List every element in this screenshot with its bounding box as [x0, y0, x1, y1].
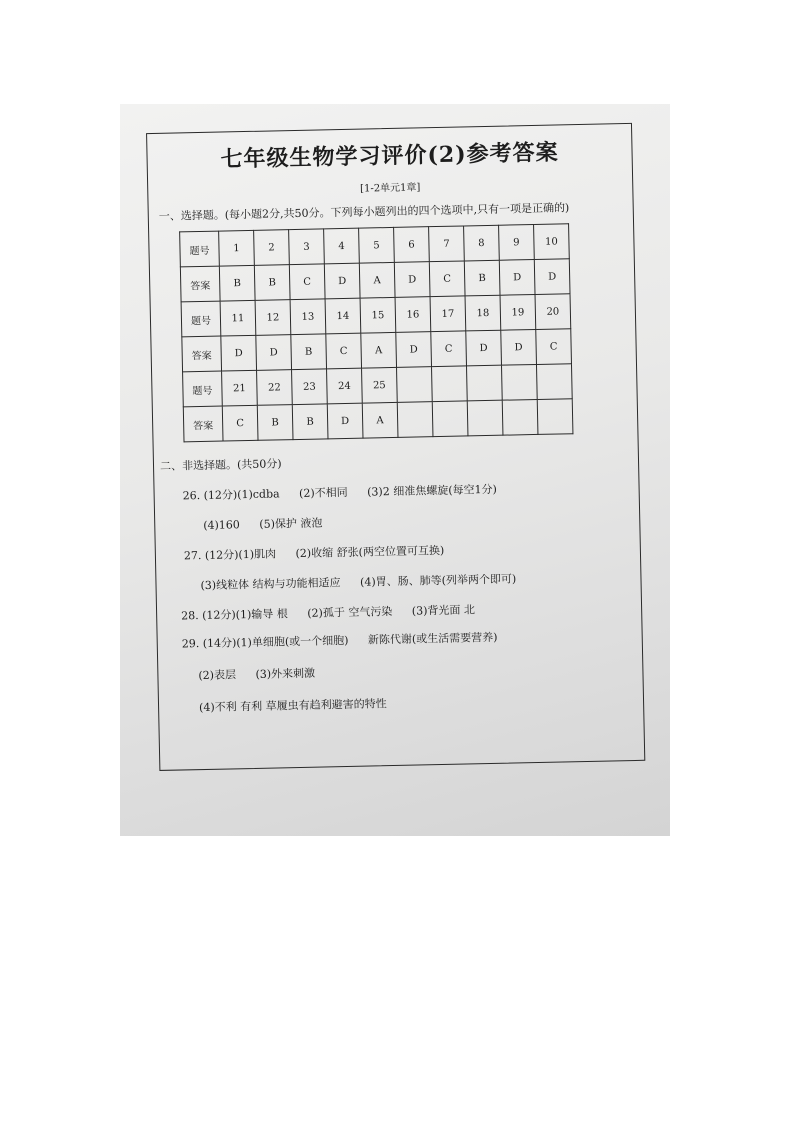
- table-cell: B: [254, 265, 290, 301]
- table-cell: 2: [254, 230, 290, 266]
- table-cell: 15: [360, 297, 396, 333]
- table-cell: 3: [289, 229, 325, 265]
- table-cell: 25: [362, 367, 398, 403]
- table-cell: 24: [327, 368, 363, 404]
- table-cell: [397, 402, 433, 438]
- table-cell: 23: [292, 369, 328, 405]
- table-cell: D: [499, 259, 535, 295]
- table-row: [183, 399, 573, 442]
- table-cell: 5: [359, 227, 395, 263]
- table-cell: D: [396, 332, 432, 368]
- row-label: 答案: [182, 336, 222, 372]
- table-cell: D: [501, 329, 537, 365]
- table-cell: B: [219, 265, 255, 301]
- table-cell: D: [466, 330, 502, 366]
- answer-line: [184, 542, 445, 563]
- table-cell: [537, 399, 573, 435]
- table-cell: [502, 399, 538, 435]
- table-cell: 12: [255, 300, 291, 336]
- table-cell: [536, 364, 572, 400]
- table-cell: [397, 367, 433, 403]
- answer-text: 28. (12分)(1)输导 根: [181, 607, 288, 623]
- section1-heading: 一、选择题。(每小题2分,共50分。下列每小题列出的四个选项中,只有一项是正确的): [158, 201, 570, 223]
- table-cell: B: [291, 334, 327, 370]
- table-cell: C: [222, 405, 258, 441]
- table-cell: 4: [324, 228, 360, 264]
- table-cell: 6: [394, 227, 430, 263]
- page-subtitle: [1-2单元1章]: [360, 182, 421, 195]
- row-label: 题号: [180, 231, 220, 267]
- answer-text: 新陈代谢(或生活需要营养): [367, 630, 498, 647]
- table-cell: B: [292, 404, 328, 440]
- answer-text: 26. (12分)(1)cdba: [182, 487, 280, 503]
- answer-text: (3)外来刺激: [255, 666, 316, 681]
- answer-text: (3)线粒体 结构与功能相适应: [200, 576, 341, 593]
- answer-line: [182, 629, 498, 652]
- table-cell: C: [429, 261, 465, 297]
- answer-text: 29. (14分)(1)单细胞(或一个细胞): [181, 633, 349, 651]
- answer-line: [203, 514, 322, 532]
- table-cell: C: [536, 329, 572, 365]
- answer-text: (4)160: [203, 518, 240, 532]
- table-cell: [432, 366, 468, 402]
- row-label: 题号: [183, 371, 223, 407]
- table-cell: 10: [534, 224, 570, 260]
- table-cell: 14: [325, 298, 361, 334]
- answer-text: 27. (12分)(1)肌肉: [183, 547, 277, 563]
- table-cell: 7: [429, 226, 465, 262]
- table-cell: [501, 364, 537, 400]
- answer-sheet: [146, 123, 645, 771]
- table-cell: D: [221, 335, 257, 371]
- section2-heading: 二、非选择题。(共50分): [159, 457, 282, 473]
- table-cell: 8: [464, 225, 500, 261]
- table-cell: 22: [257, 370, 293, 406]
- row-label: 题号: [181, 301, 221, 337]
- table-cell: 9: [499, 224, 535, 260]
- answer-text: (2)不相同: [298, 485, 348, 500]
- table-cell: A: [362, 402, 398, 438]
- answer-text: (5)保护 液泡: [259, 516, 323, 531]
- table-cell: 11: [220, 300, 256, 336]
- table-cell: 17: [430, 296, 466, 332]
- answer-line: [199, 695, 387, 715]
- answer-line: [200, 570, 516, 593]
- answer-text: (3)背光面 北: [411, 603, 476, 618]
- table-cell: C: [326, 333, 362, 369]
- answer-table: [179, 223, 573, 442]
- table-cell: 13: [290, 299, 326, 335]
- table-cell: D: [256, 335, 292, 371]
- table-cell: B: [464, 260, 500, 296]
- answer-text: (2)表层: [198, 668, 237, 683]
- answer-line: [182, 481, 497, 504]
- table-cell: 18: [465, 295, 501, 331]
- answer-text: (2)收缩 舒张(两空位置可互换): [295, 543, 445, 561]
- table-cell: 1: [219, 230, 255, 266]
- table-cell: [432, 401, 468, 437]
- table-cell: [467, 400, 503, 436]
- table-cell: A: [361, 332, 397, 368]
- table-cell: D: [327, 403, 363, 439]
- table-cell: B: [257, 405, 293, 441]
- table-cell: 16: [395, 297, 431, 333]
- table-cell: 20: [535, 294, 571, 330]
- answer-text: (4)胃、肠、肺等(列举两个即可): [359, 572, 517, 589]
- table-cell: [466, 365, 502, 401]
- row-label: 答案: [180, 266, 220, 302]
- answer-line: [181, 601, 475, 623]
- table-cell: D: [534, 259, 570, 295]
- table-cell: C: [431, 331, 467, 367]
- answer-text: (4)不利 有利 草履虫有趋利避害的特性: [198, 697, 387, 715]
- table-cell: D: [394, 262, 430, 298]
- table-cell: 21: [222, 370, 258, 406]
- answer-text: (3)2 细准焦螺旋(每空1分): [367, 482, 497, 499]
- table-cell: A: [359, 262, 395, 298]
- table-cell: D: [324, 263, 360, 299]
- answer-line: [198, 665, 315, 683]
- row-label: 答案: [183, 406, 223, 442]
- table-cell: C: [289, 264, 325, 300]
- page-title: 七年级生物学习评价(2)参考答案: [220, 139, 559, 173]
- table-cell: 19: [500, 294, 536, 330]
- answer-text: (2)孤于 空气污染: [307, 605, 393, 620]
